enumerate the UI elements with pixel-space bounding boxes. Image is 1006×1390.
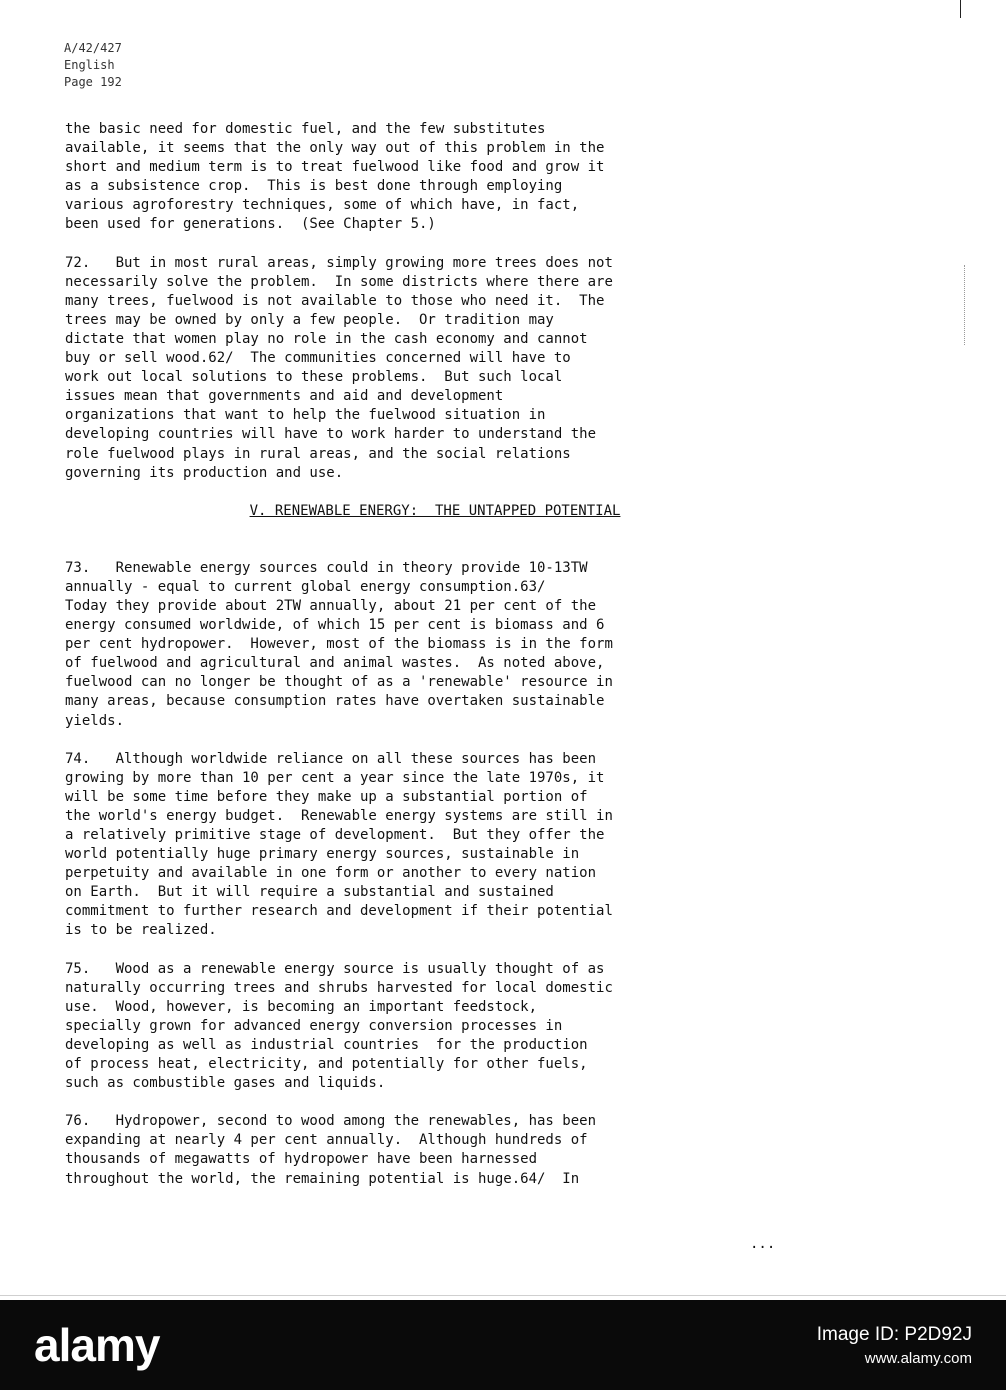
site-url: www.alamy.com <box>864 1349 972 1367</box>
scan-mark <box>964 265 966 345</box>
continuation-marker: ... <box>750 1236 776 1252</box>
document-header <box>64 40 122 91</box>
document-body <box>65 120 805 1208</box>
doc-language: English <box>64 58 115 72</box>
paragraph-72: 72. But in most rural areas, simply growing more trees does not necessarily solve the problem. In some districts where there are many trees, fuelwood is not available to those who need it. The trees may be owned by only a few people. Or tradition may dictate that women play no role in the cash economy and cannot buy or sell wood.62/ The communities concerned will have to work out local solutions to these problems. But such local issues mean that governments and aid and development organizations that want to help the fuelwood situation in developing countries will have to work harder to understand the role fuelwood plays in rural areas, and the social relations governing its production and use. <box>65 254 613 481</box>
section-heading: V. RENEWABLE ENERGY: THE UNTAPPED POTENTIAL <box>249 502 621 519</box>
alamy-logo: alamy <box>34 1319 160 1371</box>
doc-number: A/42/427 <box>64 41 122 55</box>
paragraph-76: 76. Hydropower, second to wood among the renewables, has been expanding at nearly 4 per cent annually. Although hundreds of thousands of megawatts of hydropower have been harnessed throughout the world, the remaining potential is huge.64/ In <box>65 1113 597 1187</box>
scan-mark <box>960 0 961 18</box>
paragraph-continued: the basic need for domestic fuel, and the few substitutes available, it seems that the only way out of this problem in the short and medium term is to treat fuelwood like food and grow it as a subsistence crop. This is best done through employing various agroforestry techniques, some of which have, in fact, been used for generations. (See Chapter 5.) <box>65 121 605 233</box>
paragraph-73: 73. Renewable energy sources could in theory provide 10-13TW annually - equal to current global energy consumption.63/ Today they provide about 2TW annually, about 21 per cent of the energy consumed worldwide, of which 15 per cent is biomass and 6 per cent hydropower. However, most of the biomass is in the form of fuelwood and agricultural and animal wastes. As noted above, fuelwood can no longer be thought of as a 'renewable' resource in many areas, because consumption rates have overtaken sustainable yields. <box>65 559 613 729</box>
paragraph-75: 75. Wood as a renewable energy source is usually thought of as naturally occurring trees and shrubs harvested for local domestic use. Wood, however, is becoming an important feedstock, specially grown for advanced energy conversion processes in developing as well as industrial countries for the production of process heat, electricity, and potentially for other fuels, such as combustible gases and liquids. <box>65 960 613 1092</box>
banner-info <box>817 1324 972 1367</box>
stock-watermark-banner <box>0 1300 1006 1390</box>
doc-page-label: Page 192 <box>64 75 122 89</box>
image-id-label: Image ID: P2D92J <box>816 1323 972 1345</box>
paragraph-74: 74. Although worldwide reliance on all these sources has been growing by more than 10 per cent a year since the late 1970s, it will be some time before they make up a substantial portion of the world's energy budget. Renewable energy systems are still in a relatively primitive stage of development. But they offer the world potentially huge primary energy sources, sustainable in perpetuity and available in one form or another to every nation on Earth. But it will require a substantial and sustained commitment to further research and development if their potential is to be realized. <box>65 750 613 939</box>
page-edge-line <box>0 1295 1006 1296</box>
